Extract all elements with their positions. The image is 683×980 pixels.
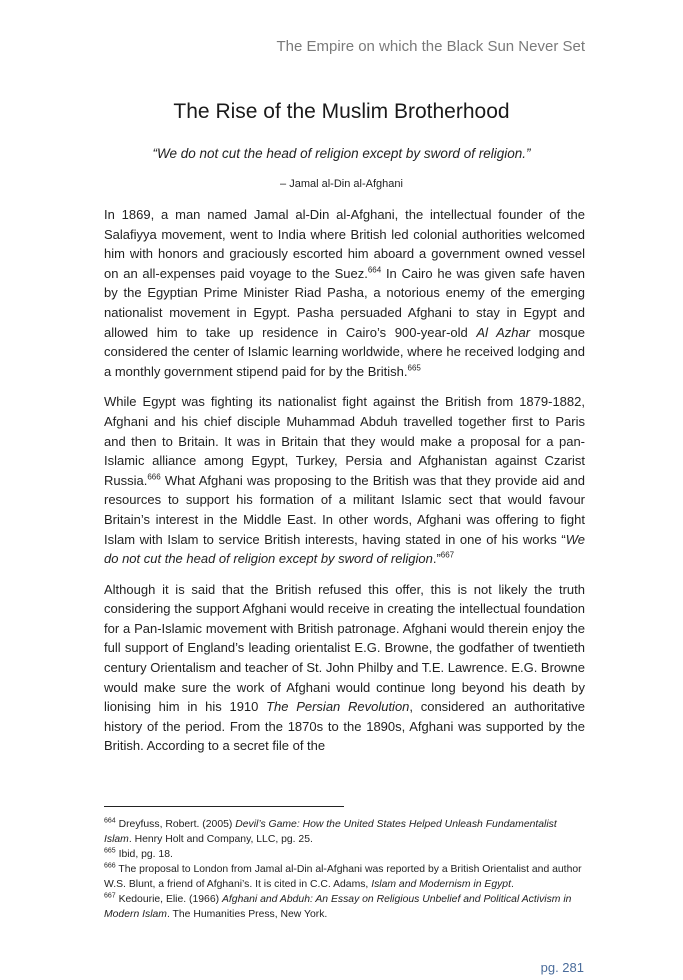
footnote-ref-667[interactable]: 667 bbox=[440, 550, 455, 560]
paragraph-2: While Egypt was fighting its nationalist fight against the British from 1879-1882, Afghani and his chief disciple Muhammad Abduh travelled together first to Paris and then to Britain. It was in Britain that they would make a proposal for a pan-Islamic alliance among Egypt, Turkey, Persia and Afghanistan against Czarist Russia.$^{666}$ What Afghani was proposing to the British was that they provide aid and resources to support his formation of a militant Islamic sect that would favour Britain’s interest in the Middle East. In other words, Afghani was offering to fight Islam with Islam to service British interests, having stated in one of his works “We do not cut the head of religion except by sword of religion.”$^{667}$ bbox=[104, 394, 585, 567]
paragraph-3: Although it is said that the British refused this offer, this is not likely the truth considering the support Afghani would receive in creating the intellectual foundation for a Pan-Islamic movement with British patronage. Afghani would therein enjoy the full support of England’s leading orientalist E.G. Browne, the godfather of twentieth century Orientalism and teacher of St. John Philby and T.E. Lawrence. E.G. Browne would make sure the work of Afghani would continue long beyond his death by lionising him in his 1910 The Persian Revolution, considered an authoritative history of the period. From the 1870s to the 1890s, Afghani was supported by the British. According to a secret file of the bbox=[104, 581, 586, 754]
body-text bbox=[104, 205, 585, 767]
footnote-666: $^{666}$ The proposal to London from Jamal al-Din al-Afghani was reported by a British Orientalist and author W.S. Blunt, a friend of Afghani’s. It is cited in C.C. Adams, Islam and Modernism in Egypt. bbox=[104, 862, 582, 890]
chapter-title: The Rise of the Muslim Brotherhood bbox=[173, 100, 510, 123]
footnote-ref-665[interactable]: 665 bbox=[407, 363, 421, 373]
footnote-667: $^{667}$ Kedourie, Elie. (1966) Afghani and Abduh: An Essay on Religious Unbelief and Political Activism in Modern Islam. The Humanities Press, New York. bbox=[104, 892, 572, 920]
page-number: pg. 281 bbox=[540, 960, 584, 975]
epigraph-quote: “We do not cut the head of religion except by sword of religion.” bbox=[152, 146, 531, 161]
paragraph-1: In 1869, a man named Jamal al-Din al-Afghani, the intellectual founder of the Salafiyya movement, went to India where British led colonial authorities welcomed him with honors and graciously escorted him aboard a government owned vessel on an all-expenses paid voyage to the Suez.$^{664}$ In Cairo he was given safe haven by the Egyptian Prime Minister Riad Pasha, a notorious enemy of the emerging nationalist movement in Egypt. Pasha persuaded Afghani to stay in Egypt and allowed him to take up residence in Cairo’s 900-year-old Al Azhar mosque considered the center of Islamic learning worldwide, where he received lodging and a monthly government stipend paid for by the British.$^{665}$ bbox=[104, 207, 586, 379]
footnotes bbox=[104, 817, 585, 922]
epigraph-attribution: – Jamal al-Din al-Afghani bbox=[280, 178, 403, 190]
footnote-divider bbox=[104, 806, 344, 807]
footnote-ref-664[interactable]: 664 bbox=[367, 265, 382, 275]
footnote-665: $^{665}$ Ibid, pg. 18. bbox=[104, 847, 173, 860]
running-header: The Empire on which the Black Sun Never Set bbox=[276, 38, 585, 55]
footnote-664: $^{664}$ Dreyfuss, Robert. (2005) Devil’s Game: How the United States Helped Unleash Fundamentalist Islam. Henry Holt and Company, LLC, pg. 25. bbox=[104, 817, 557, 845]
footnote-ref-666[interactable]: 666 bbox=[147, 472, 161, 482]
